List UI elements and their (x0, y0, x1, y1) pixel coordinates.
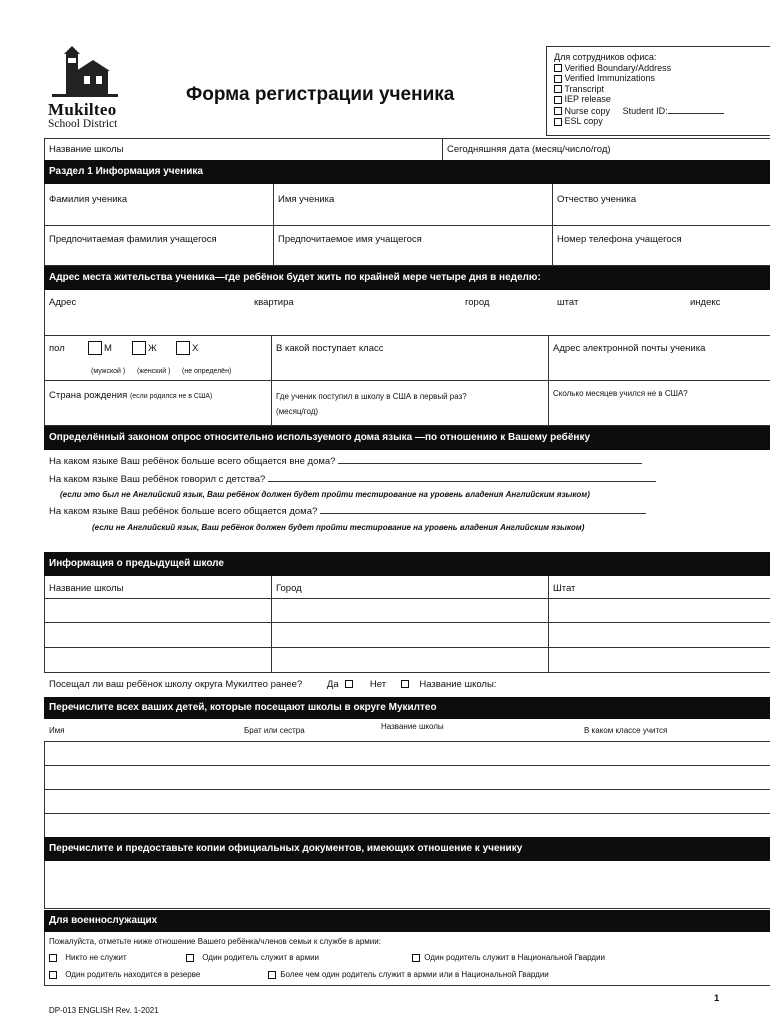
language-note-2: (если не Английский язык, Ваш ребёнок должен будет пройти тестирование на уровень владения Английским языком) (92, 523, 585, 532)
office-use-box (546, 46, 770, 136)
zip-field[interactable]: индекс (690, 297, 721, 308)
siblings-col-grade: В каком классе учится (584, 726, 668, 735)
state-field[interactable]: штат (557, 297, 579, 308)
student-id-label: Student ID: (622, 105, 668, 116)
military-header: Для военнослужащих (44, 910, 770, 932)
gender-label: пол (49, 343, 65, 354)
office-item-boundary[interactable]: Verified Boundary/Address (554, 63, 770, 74)
grade-field[interactable]: В какой поступает класс (276, 343, 384, 354)
attended-no-label: Нет (369, 679, 387, 690)
logo-name: Mukilteo (48, 100, 117, 119)
prev-school-col-name: Название школы (49, 583, 124, 594)
gender-f-note: (женский ) (137, 368, 171, 375)
attended-mukilteo-row (49, 679, 496, 690)
siblings-col-name: Имя (49, 726, 65, 735)
documents-header: Перечислите и предоставьте копии официальных документов, имеющих отношение к ученику (44, 837, 770, 861)
page-number: 1 (714, 993, 720, 1004)
language-header: Определённый законом опрос относительно используемого дома языка —по отношению к Вашему ребёнку (44, 426, 770, 450)
siblings-col-relation: Брат или сестра (244, 726, 305, 735)
attended-no-checkbox[interactable] (401, 680, 409, 688)
gender-x-note: (не определён) (182, 368, 232, 375)
office-heading: Для сотрудников офиса: (554, 52, 657, 62)
attended-question: Посещал ли ваш ребёнок школу округа Мукилтео ранее? (49, 679, 303, 690)
checkbox-icon[interactable] (554, 75, 562, 83)
gender-m-note: (мужской ) (91, 368, 126, 375)
language-note-1: (если это был не Английский язык, Ваш ребёнок должен будет пройти тестирование на уровень владения Английским языком) (60, 490, 590, 499)
language-q2-line[interactable] (268, 473, 656, 482)
office-item-immunizations[interactable]: Verified Immunizations (554, 73, 770, 84)
last-name-field[interactable]: Фамилия ученика (49, 194, 128, 205)
military-intro: Пожалуйста, отметьте ниже отношение Вашего ребёнка/членов семьи к службе в армии: (49, 937, 381, 946)
first-name-field[interactable]: Имя ученика (278, 194, 335, 205)
attended-yes-checkbox[interactable] (345, 680, 353, 688)
language-q1-line[interactable] (338, 455, 642, 464)
birth-country-field[interactable]: Страна рождения (если родился не в США) (49, 390, 213, 401)
lighthouse-icon (48, 44, 138, 100)
months-outside-us-field[interactable]: Сколько месяцев учился не в США? (553, 389, 688, 398)
apartment-field[interactable]: квартира (254, 297, 294, 308)
military-option-none[interactable]: Никто не служит (49, 953, 127, 962)
checkbox-icon[interactable] (412, 954, 420, 962)
office-item-nurse[interactable]: Nurse copy Student ID: (554, 105, 770, 117)
checkbox-icon[interactable] (49, 971, 57, 979)
gender-m-checkbox[interactable] (88, 341, 102, 355)
checkbox-icon[interactable] (554, 96, 562, 104)
language-q1[interactable]: На каком языке Ваш ребёнок больше всего общается вне дома? (49, 455, 642, 467)
checkbox-icon[interactable] (554, 107, 562, 115)
logo-subtitle: School District (48, 118, 118, 130)
section1-header: Раздел 1 Информация ученика (44, 160, 770, 184)
siblings-col-school: Название школы (381, 722, 444, 731)
prev-school-col-city: Город (276, 583, 302, 594)
email-field[interactable]: Адрес электронной почты ученика (553, 343, 706, 354)
district-logo (48, 44, 138, 130)
military-option-reserve[interactable]: Один родитель находится в резерве (49, 970, 200, 979)
gender-f-checkbox[interactable] (132, 341, 146, 355)
office-item-iep[interactable]: IEP release (554, 94, 770, 105)
office-item-esl[interactable]: ESL copy (554, 116, 770, 127)
attended-yes-label: Да (326, 679, 339, 690)
form-code: DP-013 ENGLISH Rev. 1-2021 (49, 1006, 159, 1015)
gender-x-checkbox[interactable] (176, 341, 190, 355)
attended-school-name[interactable]: Название школы: (419, 679, 497, 690)
checkbox-icon[interactable] (554, 64, 562, 72)
checkbox-icon[interactable] (554, 85, 562, 93)
pref-first-name-field[interactable]: Предпочитаемое имя учащегося (278, 234, 422, 245)
address-field[interactable]: Адрес (49, 297, 77, 308)
military-option-one-guard[interactable]: Один родитель служит в Национальной Гвардии (412, 953, 605, 962)
military-option-one-army[interactable]: Один родитель служит в армии (186, 953, 319, 962)
language-q3-line[interactable] (320, 505, 646, 514)
phone-field[interactable]: Номер телефона учащегося (557, 234, 682, 245)
form-title: Форма регистрации ученика (186, 84, 455, 105)
address-header: Адрес места жительства ученика—где ребёнок будет жить по крайней мере четыре дня в неделю: (44, 266, 770, 290)
language-q2[interactable]: На каком языке Ваш ребёнок говорил с детства? (49, 473, 656, 485)
date-field[interactable]: Сегодняшняя дата (месяц/число/год) (447, 144, 611, 155)
military-option-multiple[interactable]: Более чем один родитель служит в армии или в Национальной Гвардии (268, 970, 549, 979)
checkbox-icon[interactable] (554, 118, 562, 126)
middle-name-field[interactable]: Отчество ученика (557, 194, 637, 205)
pref-last-name-field[interactable]: Предпочитаемая фамилия учащегося (49, 234, 217, 245)
prev-school-header: Информация о предыдущей школе (44, 552, 770, 576)
city-field[interactable]: город (465, 297, 490, 308)
school-name-field[interactable]: Название школы (49, 144, 124, 155)
checkbox-icon[interactable] (49, 954, 57, 962)
office-item-transcript[interactable]: Transcript (554, 84, 770, 95)
gender-x-label: Х (192, 343, 199, 354)
prev-school-col-state: Штат (553, 583, 576, 594)
student-id-field[interactable] (668, 105, 724, 114)
checkbox-icon[interactable] (268, 971, 276, 979)
gender-f-label: Ж (148, 343, 157, 354)
language-q3[interactable]: На каком языке Ваш ребёнок больше всего общается дома? (49, 505, 646, 517)
checkbox-icon[interactable] (186, 954, 194, 962)
gender-m-label: М (104, 343, 112, 354)
siblings-header: Перечислите всех ваших детей, которые посещают школы в округе Мукилтео (44, 697, 770, 719)
first-us-school-field[interactable]: Где ученик поступил в школу в США в первый раз? (месяц/год) (276, 392, 467, 416)
